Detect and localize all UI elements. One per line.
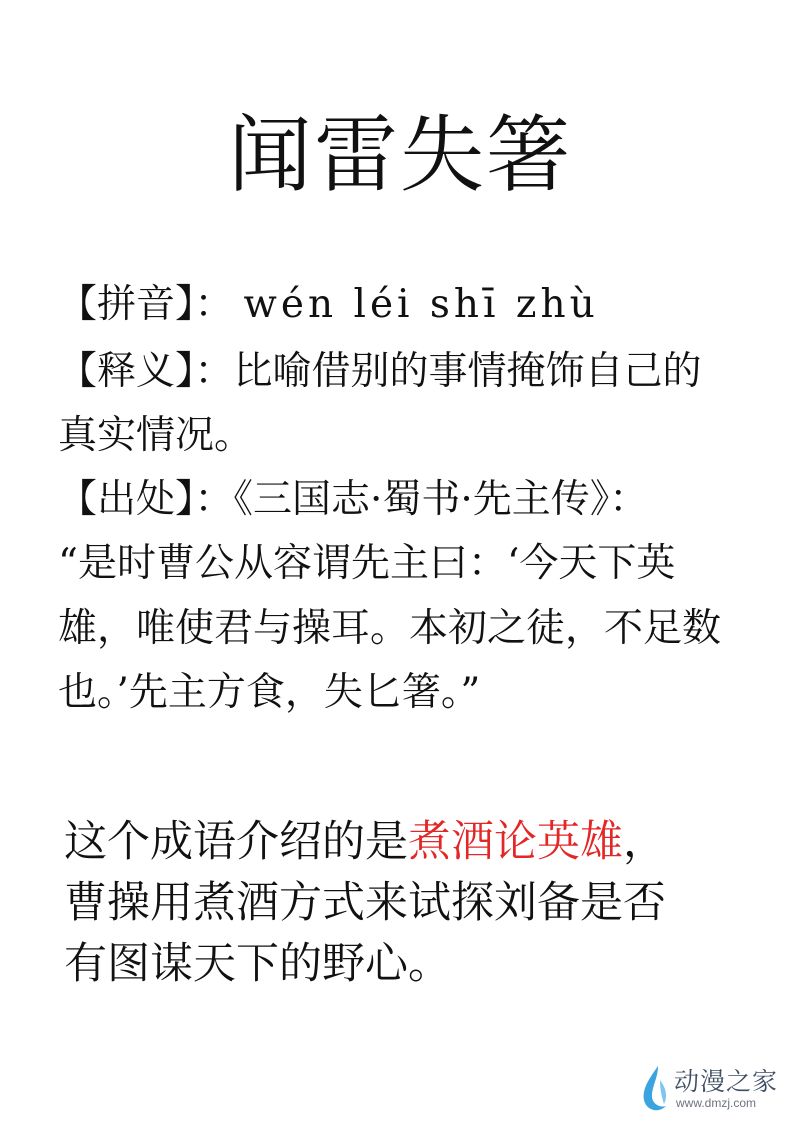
pinyin-value: wén léi shī zhù [243, 282, 599, 327]
idiom-title: 闻雷失箸 [227, 106, 572, 204]
summary-prefix: 这个成语介绍的是 [64, 817, 408, 867]
summary-line3: 有图谋天下的野心。 [64, 939, 451, 989]
watermark [640, 1060, 790, 1118]
summary-highlight: 煮酒论英雄 [408, 817, 623, 867]
definition-text-line2: 真实情况。 [58, 413, 254, 458]
pinyin-label: 【拼音】： [58, 282, 234, 327]
definition-text-line1: 比喻借别的事情掩饰自己的 [233, 349, 702, 394]
source-label: 【出处】： [58, 477, 234, 522]
source-book: 《三国志·蜀书·先主传》： [233, 477, 649, 522]
definition-label: 【释义】： [58, 349, 234, 394]
watermark-url: www.dmzj.com [676, 1096, 757, 1110]
summary-line2: 曹操用煮酒方式来试探刘备是否 [64, 878, 666, 928]
pinyin-row [58, 273, 758, 337]
source-quote-line1: “是时曹公从容谓先主曰：‘今天下英 [58, 541, 676, 586]
definition-row [58, 340, 758, 404]
source-quote-line2: 雄，唯使君与操耳。本初之徒，不足数 [58, 606, 722, 651]
water-drop-logo-icon [640, 1064, 670, 1114]
watermark-name: 动漫之家 [674, 1067, 779, 1096]
summary-suffix: ， [623, 817, 666, 867]
source-row [58, 468, 758, 532]
source-quote-line3: 也。’先主方食，失匕箸。” [58, 670, 481, 715]
summary-line1 [64, 812, 764, 872]
